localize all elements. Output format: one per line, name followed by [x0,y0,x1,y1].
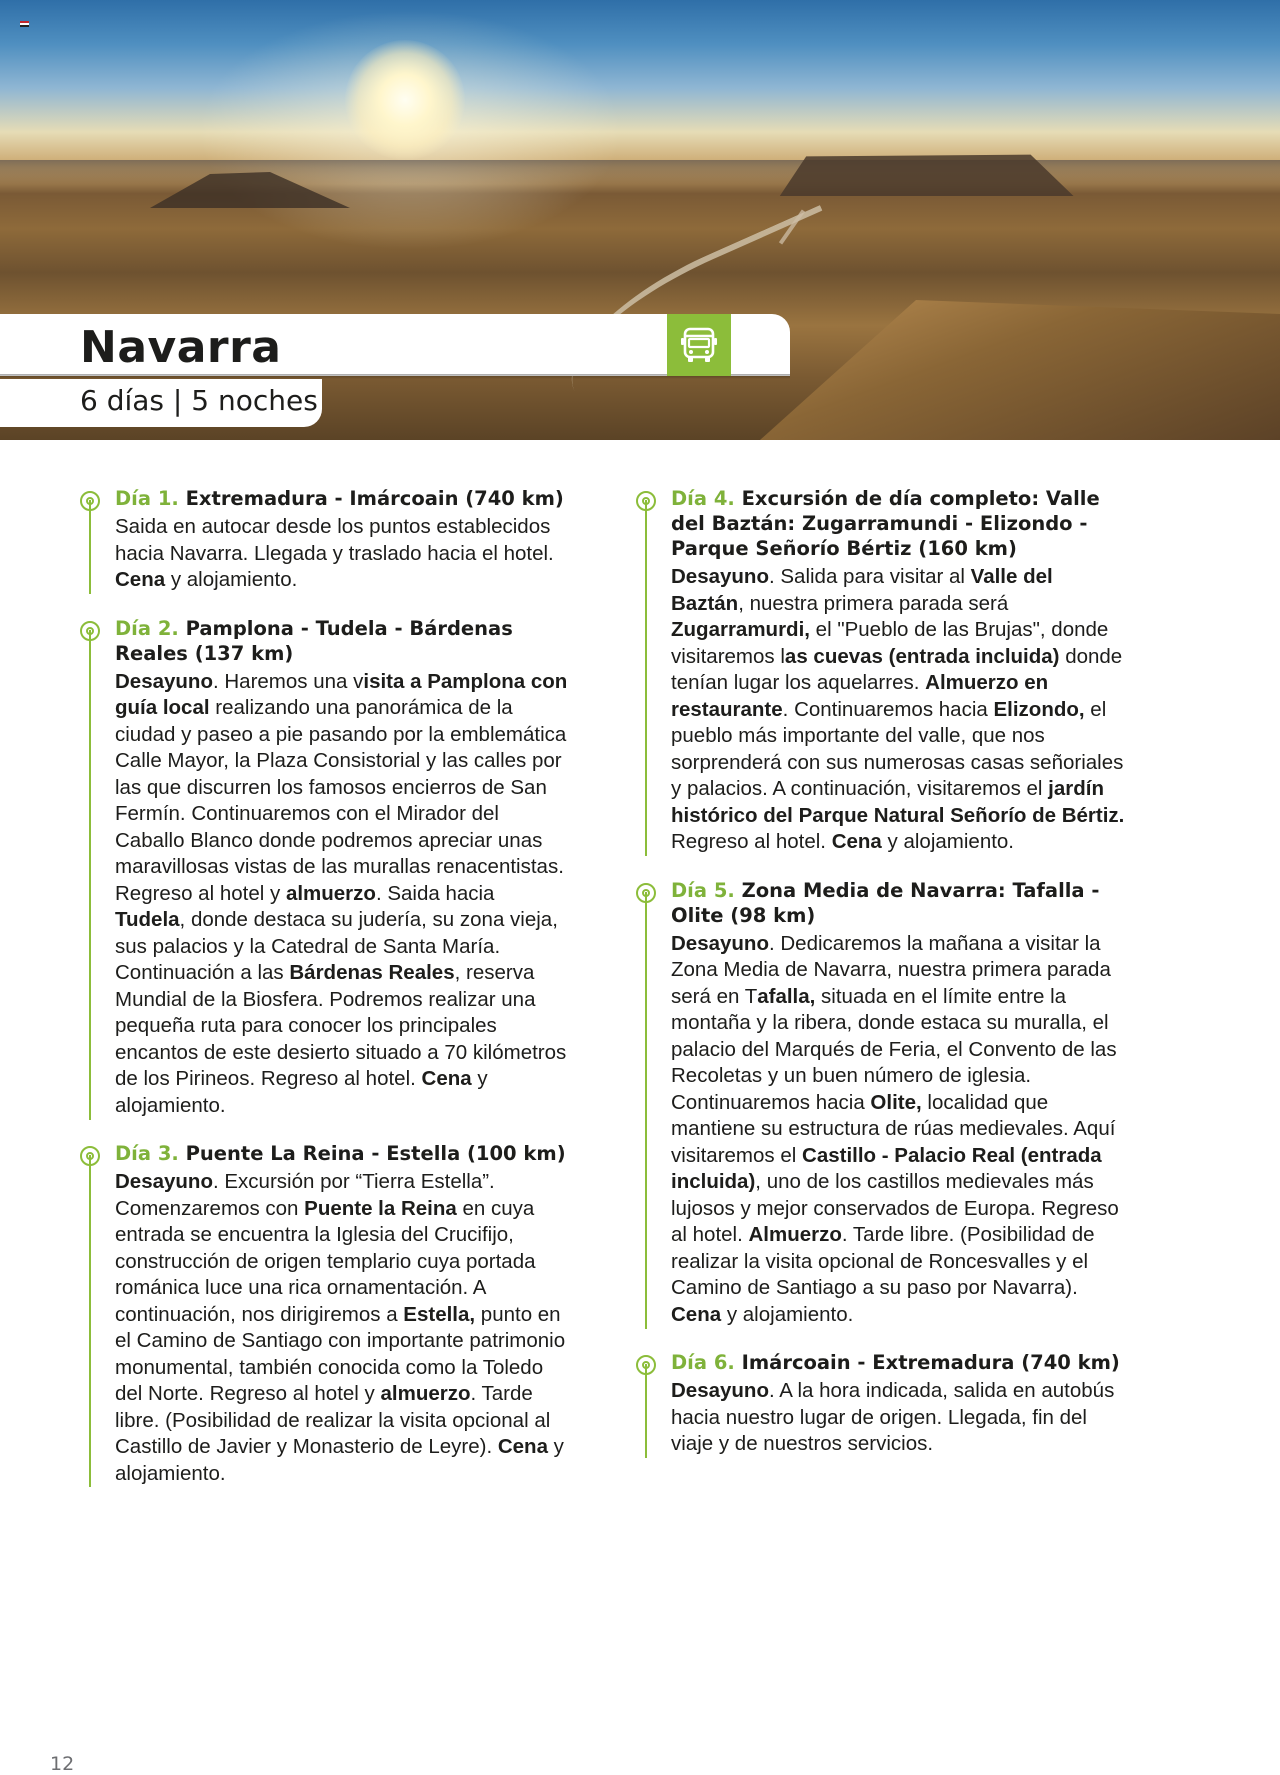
itinerary-day [80,486,570,594]
day-number: Día 1. [115,487,179,510]
body-text: situada en el límite entre la montaña y la ribera, donde estaca su muralla, el palacio del Marqués de Feria, el Convento de las Recoletas y un buen número de iglesia. Continuaremos hacia [671,984,1117,1114]
transport-badge [667,314,731,376]
mesa [760,152,1090,196]
itinerary-column-left [80,486,570,1509]
body-text: y alojamiento. [165,568,298,591]
distant-ridge [0,160,1280,184]
body-text: . Dedicaremos la mañana a visitar la Zona Media de Navarra, nuestra primera parada será en T [671,931,1111,1008]
highlight-text: isita a Pamplona con guía local [115,669,568,719]
page-number: 12 [50,1753,75,1775]
day-number: Día 2. [115,616,179,640]
body-text: , nuestra primera parada será [738,591,1009,615]
day-number: Día 5. [671,878,735,902]
itinerary-day [636,486,1126,856]
timeline-line [645,892,647,1329]
highlight-text: Desayuno [671,931,769,955]
body-text: realizando una panorámica de la ciudad y paseo a pie pasando por la emblemática Calle Mayor, la Plaza Consistorial y las calles por las que discurren los famosos encierros de San Fermín. Continuaremos con el Mirador del Caballo Blanco donde podremos apreciar unas maravillosas vistas de las murallas renacentistas. Regreso al hotel y [115,696,567,905]
day-title: Zona Media de Navarra: Tafalla - Olite (98 km) [671,878,1100,927]
body-text: el pueblo más importante del valle, que nos sorprenderá con sus numerosas casas señoriales y palacios. A continuación, visitaremos el [671,697,1124,800]
itinerary-day [636,1350,1126,1458]
highlight-text: Olite, [870,1090,922,1114]
highlight-text: Castillo - Palacio Real (entrada incluida) [671,1143,1102,1193]
body-text: , reserva Mundial de la Biosfera. Podremos realizar una pequeña ruta para conocer los principales encantos de este desierto situado a 70 kilómetros de los Pirineos. Regreso al hotel. [115,961,567,1090]
day-heading [671,1350,1126,1375]
highlight-text: Desayuno [115,1170,213,1193]
itinerary-column-right [636,486,1126,1480]
day-description [671,564,1126,856]
highlight-text: Bárdenas Reales [289,961,455,984]
body-text: y alojamiento. [115,1435,564,1485]
body-text: localidad que mantiene su estructura de rúas medievales. Aquí visitaremos el [671,1090,1116,1167]
highlight-text: almuerzo [380,1382,471,1405]
body-text: . Saida hacia [375,881,495,905]
day-heading [115,1141,570,1166]
day-title: Imárcoain - Extremadura (740 km) [741,1351,1120,1374]
day-description [115,1169,570,1487]
itinerary-day [80,1141,570,1487]
timeline-line [89,1155,91,1487]
day-number: Día 6. [671,1351,735,1374]
body-text: y alojamiento. [721,1302,854,1326]
highlight-text: Cena [421,1067,472,1090]
itinerary-day [80,616,570,1120]
body-text: en cuya entrada se encuentra la Iglesia del Crucifijo, construcción de origen templario cuya portada románica luce una rica ornamentación. A continuación, nos dirigiremos a [115,1196,536,1326]
day-description [671,1378,1126,1458]
day-description [671,931,1126,1329]
timeline-line [89,500,91,594]
itinerary-day [636,878,1126,1329]
day-description [115,514,570,594]
highlight-text: Desayuno [671,1379,769,1402]
day-heading [115,616,570,666]
body-text: . Tarde libre. (Posibilidad de realizar la visita opcional al Castillo de Javier y Monasterio de Leyre). [115,1382,551,1458]
bus-icon [681,326,717,364]
timeline-line [645,500,647,856]
highlight-text: Cena [115,568,166,591]
highlight-text: as cuevas (entrada incluida) [784,644,1060,668]
body-text: . Continuaremos hacia [782,697,994,721]
body-text: y alojamiento. [881,830,1015,853]
day-number: Día 3. [115,1142,179,1165]
highlight-text: Zugarramurdi, [671,618,810,641]
body-text: donde tenían lugar los aquelarres. [671,644,1123,694]
page-title: Navarra [80,322,282,373]
day-heading [115,486,570,511]
body-text: Regreso al hotel. [671,830,832,853]
day-title: Pamplona - Tudela - Bárdenas Reales (137 km) [115,616,513,665]
highlight-text: jardín histórico del Parque Natural Señorío de Bértiz. [671,777,1125,827]
day-heading [671,486,1126,561]
day-title: Puente La Reina - Estella (100 km) [185,1142,566,1165]
highlight-text: Cena [497,1435,548,1458]
highlight-text: Almuerzo en restaurante [671,671,1049,721]
body-text: y alojamiento. [115,1067,488,1117]
highlight-text: Estella, [403,1302,476,1326]
highlight-text: Cena [831,830,882,853]
language-flag-icon [20,21,29,27]
day-description [115,669,570,1120]
timeline-line [645,1364,647,1458]
highlight-text: Desayuno [671,565,769,588]
body-text: . Haremos una v [212,669,364,693]
day-title: Extremadura - Imárcoain (740 km) [185,487,564,510]
highlight-text: Valle del Baztán [671,565,1053,615]
highlight-text: Almuerzo [748,1223,842,1246]
day-title: Excursión de día completo: Valle del Baztán: Zugarramundi - Elizondo - Parque Señorío Bértiz (160 km) [671,487,1100,560]
highlight-text: Desayuno [115,669,213,693]
body-text: . Tarde libre. (Posibilidad de realizar la visita opcional de Roncesvalles y el Camino de Santiago a su paso por Navarra). [671,1223,1095,1299]
highlight-text: Cena [671,1302,722,1326]
highlight-text: Puente la Reina [304,1196,457,1220]
day-number: Día 4. [671,487,735,510]
highlight-text: Elizondo, [993,697,1085,721]
highlight-text: Tudela [115,908,180,931]
body-text: Saida en autocar desde los puntos establecidos hacia Navarra. Llegada y traslado hacia el hotel. [115,515,554,565]
highlight-text: afalla, [757,984,816,1008]
highlight-text: almuerzo [285,881,376,905]
body-text: . Salida para visitar al [768,565,971,588]
body-text: . A la hora indicada, salida en autobús hacia nuestro lugar de origen. Llegada, fin del viaje y de nuestros servicios. [671,1379,1115,1455]
timeline-line [89,630,91,1120]
body-text: . Excursión por “Tierra Estella”. Comenzaremos con [115,1170,495,1220]
body-text: punto en el Camino de Santiago con importante patrimonio monumental, también conocida como la Toledo del Norte. Regreso al hotel y [115,1302,566,1405]
sun [345,40,465,160]
trip-duration: 6 días | 5 noches [80,384,318,417]
body-text: el "Pueblo de las Brujas", donde visitaremos l [671,618,1109,668]
body-text: , donde destaca su judería, su zona vieja, sus palacios y la Catedral de Santa María. Continuación a las [115,908,558,984]
day-heading [671,878,1126,928]
body-text: , uno de los castillos medievales más lujosos y mejor conservados de Europa. Regreso al hotel. [671,1170,1119,1246]
